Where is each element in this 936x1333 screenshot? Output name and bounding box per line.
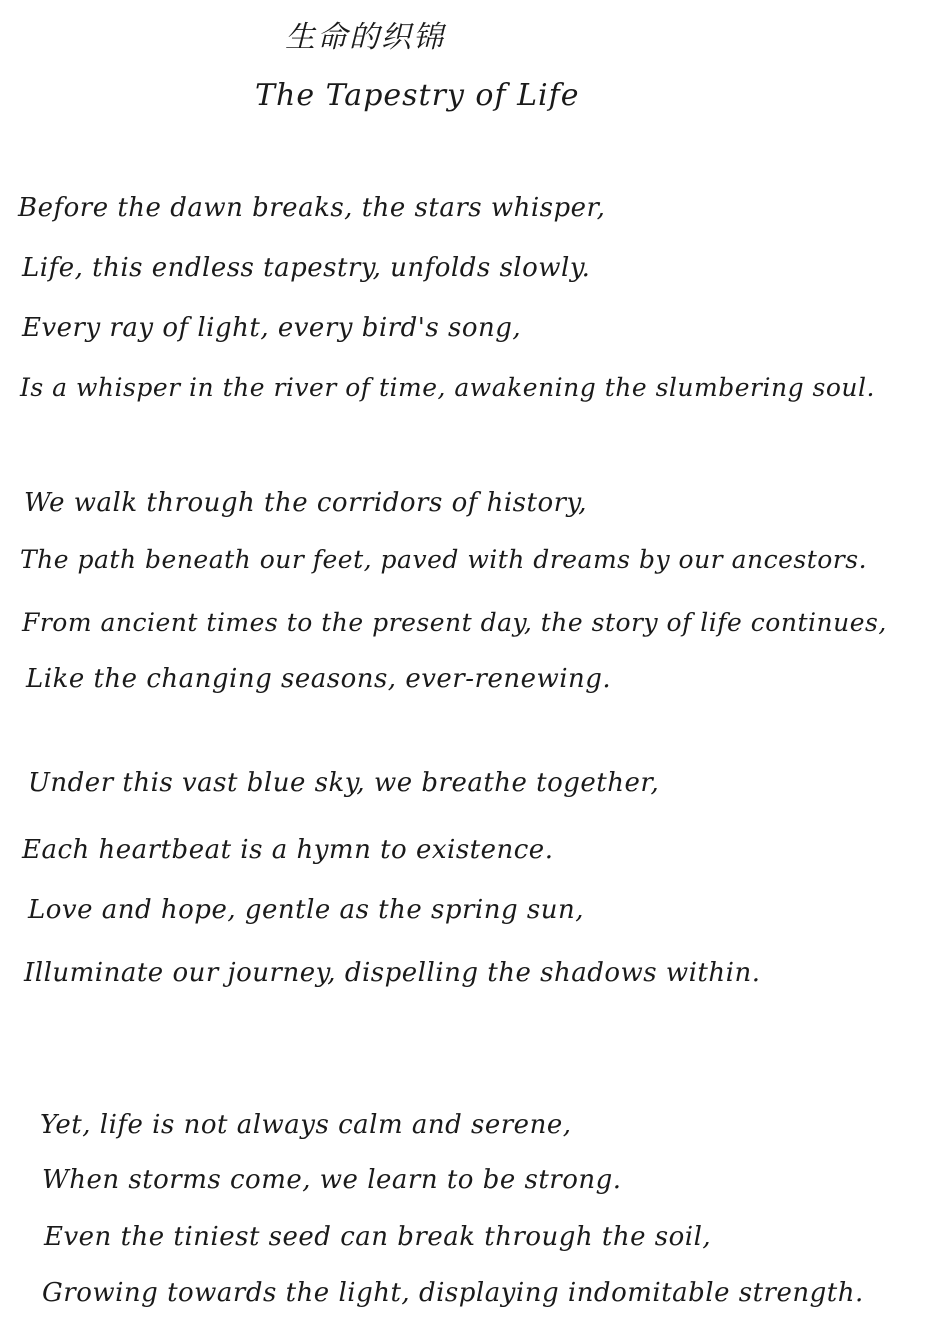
poem-line: From ancient times to the present day, the story of life continues,	[22, 608, 887, 637]
poem-line: Is a whisper in the river of time, awakening the slumbering soul.	[20, 373, 875, 402]
poem-line: Illuminate our journey, dispelling the shadows within.	[24, 958, 761, 988]
poem-line: Yet, life is not always calm and serene,	[40, 1110, 572, 1140]
poem-line: When storms come, we learn to be strong.	[42, 1165, 622, 1195]
poem-line: We walk through the corridors of history,	[24, 488, 588, 518]
poem-line: Each heartbeat is a hymn to existence.	[22, 835, 554, 865]
poem-line: Life, this endless tapestry, unfolds slowly.	[22, 253, 591, 283]
poem-line: Like the changing seasons, ever-renewing.	[26, 664, 612, 694]
poem-line: Growing towards the light, displaying indomitable strength.	[42, 1278, 864, 1308]
poem-line: Love and hope, gentle as the spring sun,	[28, 895, 584, 925]
poem-title-chinese: 生命的织锦	[285, 20, 445, 55]
poem-title-english: The Tapestry of Life	[255, 78, 580, 113]
poem-line: Before the dawn breaks, the stars whisper,	[18, 193, 606, 223]
poem-line: Every ray of light, every bird's song,	[22, 313, 522, 343]
poem-line: The path beneath our feet, paved with dreams by our ancestors.	[20, 545, 868, 574]
poem-line: Under this vast blue sky, we breathe together,	[28, 768, 660, 798]
poem-line: Even the tiniest seed can break through the soil,	[44, 1222, 712, 1252]
